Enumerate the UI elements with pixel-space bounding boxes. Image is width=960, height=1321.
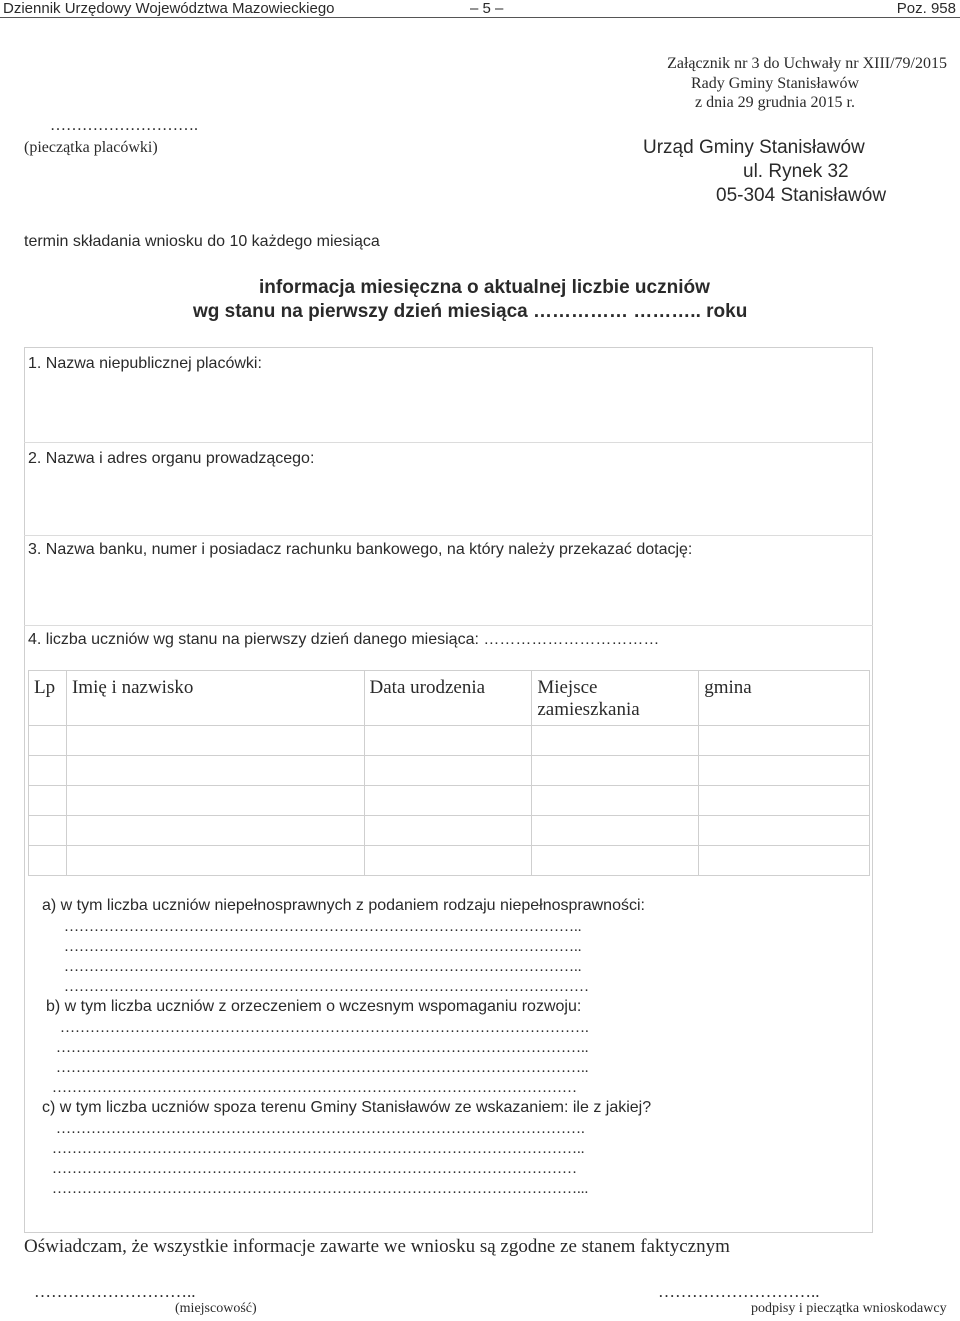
table-cell[interactable] [364, 726, 532, 756]
annex-line-3: z dnia 29 grudnia 2015 r. [695, 94, 855, 111]
table-cell[interactable] [364, 846, 532, 876]
table-cell[interactable] [532, 846, 699, 876]
section-a-label: a) w tym liczba uczniów niepełnosprawnych z podaniem rodzaju niepełnosprawności: [42, 897, 645, 914]
col-header-lp: Lp [29, 671, 67, 726]
col-header-municipality: gmina [699, 671, 870, 726]
section-c-dots: …………………………………………………………………………………………… [52, 1161, 577, 1177]
form-title-line-1: informacja miesięczna o aktualnej liczbie uczniów [259, 277, 710, 298]
table-cell[interactable] [532, 816, 699, 846]
recipient-name: Urząd Gminy Stanisławów [643, 137, 865, 158]
section-b-dots: …………………………………………………………………………………………… [52, 1080, 577, 1096]
table-cell[interactable] [66, 846, 364, 876]
section-a-dots: ………………………………………………………………………………………….. [64, 959, 582, 975]
field-divider-2 [24, 535, 873, 536]
table-cell[interactable] [532, 786, 699, 816]
field-divider-1 [24, 442, 873, 443]
col-header-birthdate: Data urodzenia [364, 671, 532, 726]
table-cell[interactable] [66, 726, 364, 756]
table-row [29, 786, 870, 816]
table-cell[interactable] [29, 726, 67, 756]
section-b-dots: …………………………………………………………………………………………….. [56, 1040, 589, 1056]
col-header-residence: Miejsce zamieszkania [532, 671, 699, 726]
section-a-dots: ………………………………………………………………………………………….. [64, 919, 582, 935]
section-c-dots: …………………………………………………………………………………………….. [52, 1141, 585, 1157]
recipient-city: 05-304 Stanisławów [716, 185, 887, 206]
deadline-note: termin składania wniosku do 10 każdego miesiąca [24, 233, 380, 250]
table-cell[interactable] [66, 786, 364, 816]
section-c-label: c) w tym liczba uczniów spoza terenu Gminy Stanisławów ze wskazaniem: ile z jakiej? [42, 1099, 652, 1116]
section-b-label: b) w tym liczba uczniów z orzeczeniem o wczesnym wspomaganiu rozwoju: [46, 998, 582, 1015]
field-4-label: 4. liczba uczniów wg stanu na pierwszy dzień danego miesiąca: …………………………… [28, 631, 660, 648]
section-b-dots: …………………………………………………………………………………………….. [56, 1060, 589, 1076]
section-a-dots: …………………………………………………………………………………………… [64, 979, 589, 995]
place-label: (miejscowość) [175, 1301, 257, 1316]
journal-title: Dziennik Urzędowy Województwa Mazowieckiego [3, 0, 335, 17]
table-cell[interactable] [29, 756, 67, 786]
position-number: Poz. 958 [896, 0, 956, 17]
section-c-dots: ……………………………………………………………………………………………. [56, 1121, 585, 1137]
table-row [29, 816, 870, 846]
table-header-row [29, 671, 870, 726]
table-cell[interactable] [699, 786, 870, 816]
table-cell[interactable] [364, 786, 532, 816]
section-b-dots: ……………………………………………………………………………………………. [60, 1020, 589, 1036]
table-cell[interactable] [29, 786, 67, 816]
table-cell[interactable] [532, 756, 699, 786]
signature-dots: ……………………….. [658, 1282, 820, 1301]
field-divider-3 [24, 625, 873, 626]
table-row [29, 726, 870, 756]
section-c-dots: ……………………………………………………………………………………………... [52, 1181, 589, 1197]
field-1-label: 1. Nazwa niepublicznej placówki: [28, 355, 262, 372]
table-cell[interactable] [66, 816, 364, 846]
table-cell[interactable] [29, 816, 67, 846]
col-header-name: Imię i nazwisko [66, 671, 364, 726]
recipient-street: ul. Rynek 32 [743, 161, 849, 182]
table-cell[interactable] [532, 726, 699, 756]
stamp-label: (pieczątka placówki) [24, 139, 158, 156]
table-row [29, 756, 870, 786]
signature-label: podpisy i pieczątka wnioskodawcy [751, 1301, 947, 1316]
field-3-label: 3. Nazwa banku, numer i posiadacz rachunku bankowego, na który należy przekazać dotację: [28, 541, 693, 558]
table-cell[interactable] [699, 846, 870, 876]
table-cell[interactable] [29, 846, 67, 876]
table-cell[interactable] [699, 726, 870, 756]
field-2-label: 2. Nazwa i adres organu prowadzącego: [28, 450, 315, 467]
table-cell[interactable] [364, 816, 532, 846]
declaration-text: Oświadczam, że wszystkie informacje zawarte we wniosku są zgodne ze stanem faktycznym [24, 1236, 730, 1257]
table-cell[interactable] [699, 756, 870, 786]
table-cell[interactable] [66, 756, 364, 786]
table-row [29, 846, 870, 876]
place-dots: ……………………….. [34, 1282, 196, 1301]
page-number: – 5 – [470, 0, 504, 17]
students-table [28, 670, 870, 876]
header-divider [0, 17, 960, 18]
stamp-dots: ………………………. [50, 117, 198, 134]
section-a-dots: ………………………………………………………………………………………….. [64, 939, 582, 955]
annex-line-2: Rady Gminy Stanisławów [691, 75, 859, 92]
table-cell[interactable] [364, 756, 532, 786]
table-cell[interactable] [699, 816, 870, 846]
annex-line-1: Załącznik nr 3 do Uchwały nr XIII/79/2015 [667, 55, 947, 72]
form-title-line-2: wg stanu na pierwszy dzień miesiąca …………… ……….. roku [193, 301, 748, 322]
